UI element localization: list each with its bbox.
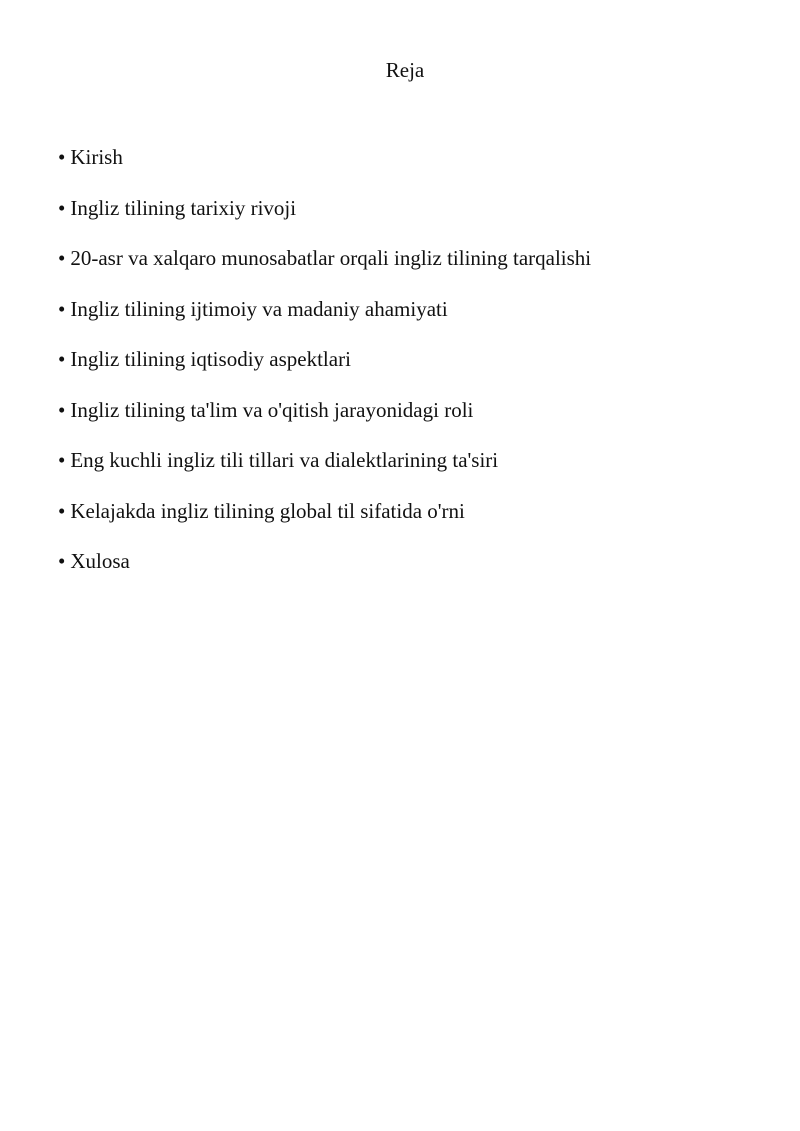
list-item-text: Ingliz tilining tarixiy rivoji bbox=[70, 195, 297, 220]
bullet: • bbox=[58, 448, 66, 472]
list-item-text: Eng kuchli ingliz tili tillari va dialektlarining ta'siri bbox=[70, 448, 499, 472]
list-item-text: 20-asr va xalqaro munosabatlar orqali ingliz tilining tarqalishi bbox=[70, 246, 592, 270]
list-item-text: Ingliz tilining iqtisodiy aspektlari bbox=[70, 347, 351, 371]
list-item bbox=[58, 397, 591, 423]
plan-list bbox=[58, 144, 591, 599]
bullet: • bbox=[58, 296, 66, 321]
bullet: • bbox=[58, 498, 66, 523]
list-item bbox=[58, 548, 591, 574]
bullet: • bbox=[58, 145, 66, 169]
list-item-text: Kirish bbox=[70, 145, 123, 169]
page-title: Reja bbox=[385, 58, 425, 82]
list-item bbox=[58, 245, 591, 271]
bullet: • bbox=[58, 397, 66, 422]
list-item bbox=[58, 498, 591, 524]
bullet: • bbox=[58, 246, 66, 270]
list-item bbox=[58, 195, 591, 221]
list-item bbox=[58, 346, 591, 372]
bullet: • bbox=[58, 549, 66, 573]
list-item-text: Ingliz tilining ta'lim va o'qitish jarayonidagi roli bbox=[70, 397, 474, 422]
list-item-text: Kelajakda ingliz tilining global til sifatida o'rni bbox=[70, 498, 465, 523]
list-item bbox=[58, 144, 591, 170]
bullet: • bbox=[58, 347, 66, 371]
list-item-text: Xulosa bbox=[70, 549, 130, 573]
bullet: • bbox=[58, 195, 66, 220]
list-item bbox=[58, 447, 591, 473]
list-item bbox=[58, 296, 591, 322]
list-item-text: Ingliz tilining ijtimoiy va madaniy ahamiyati bbox=[70, 296, 448, 321]
